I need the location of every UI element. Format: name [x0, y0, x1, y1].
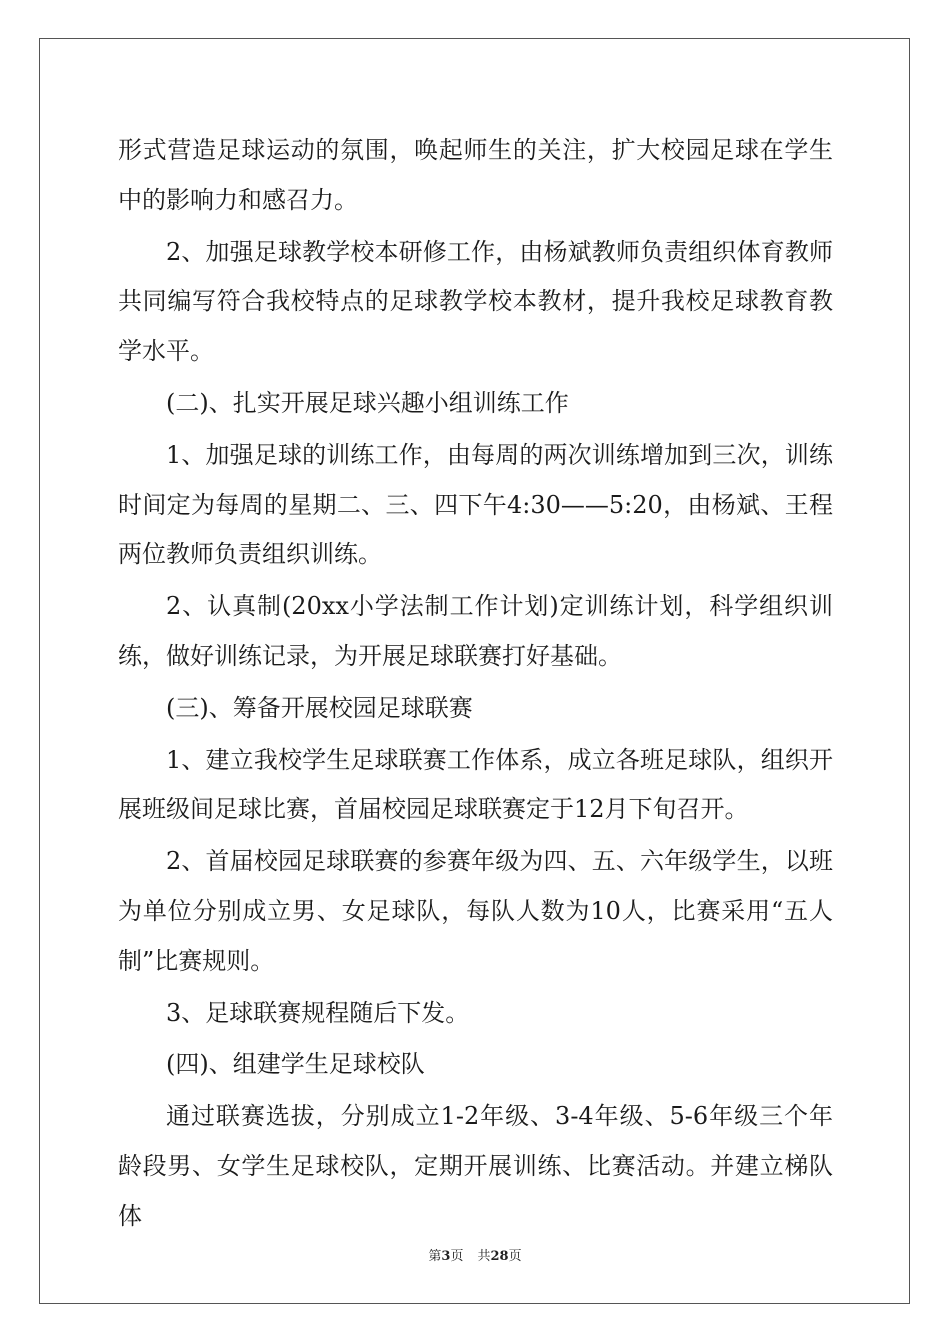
- paragraph-2: 2、加强足球教学校本研修工作，由杨斌教师负责组织体育教师共同编写符合我校特点的足球教学校本教材，提升我校足球教育教学水平。: [118, 237, 833, 366]
- paragraph-7: 3、足球联赛规程随后下发。: [166, 998, 470, 1027]
- page-prefix: 第: [428, 1249, 442, 1264]
- total-prefix: 共: [477, 1249, 491, 1264]
- page-footer: [0, 1245, 950, 1264]
- section-heading-2: (二)、扎实开展足球兴趣小组训练工作: [166, 388, 569, 417]
- page-number: 3: [441, 1249, 451, 1264]
- paragraph-8: 通过联赛选拔，分别成立1-2年级、3-4年级、5-6年级三个年龄段男、女学生足球校队，定期开展训练、比赛活动。并建立梯队体: [118, 1102, 833, 1230]
- document-body: [118, 126, 833, 1244]
- section-heading-3: (三)、筹备开展校园足球联赛: [166, 693, 473, 722]
- paragraph-3: 1、加强足球的训练工作，由每周的两次训练增加到三次，训练时间定为每周的星期二、三、四下午4:30——5:20，由杨斌、王程两位教师负责组织训练。: [118, 440, 833, 569]
- paragraph-1: 形式营造足球运动的氛围，唤起师生的关注，扩大校园足球在学生中的影响力和感召力。: [118, 136, 833, 214]
- total-suffix: 页: [508, 1249, 522, 1264]
- paragraph-4: 2、认真制(20xx小学法制工作计划)定训练计划，科学组织训练，做好训练记录，为开展足球联赛打好基础。: [118, 592, 833, 670]
- total-pages: 28: [490, 1249, 509, 1264]
- page-suffix: 页: [450, 1249, 464, 1264]
- paragraph-5: 1、建立我校学生足球联赛工作体系，成立各班足球队，组织开展班级间足球比赛，首届校园足球联赛定于12月下旬召开。: [118, 745, 833, 824]
- section-heading-4: (四)、组建学生足球校队: [166, 1050, 425, 1079]
- paragraph-6: 2、首届校园足球联赛的参赛年级为四、五、六年级学生，以班为单位分别成立男、女足球队，每队人数为10人，比赛采用“五人制”比赛规则。: [118, 847, 833, 975]
